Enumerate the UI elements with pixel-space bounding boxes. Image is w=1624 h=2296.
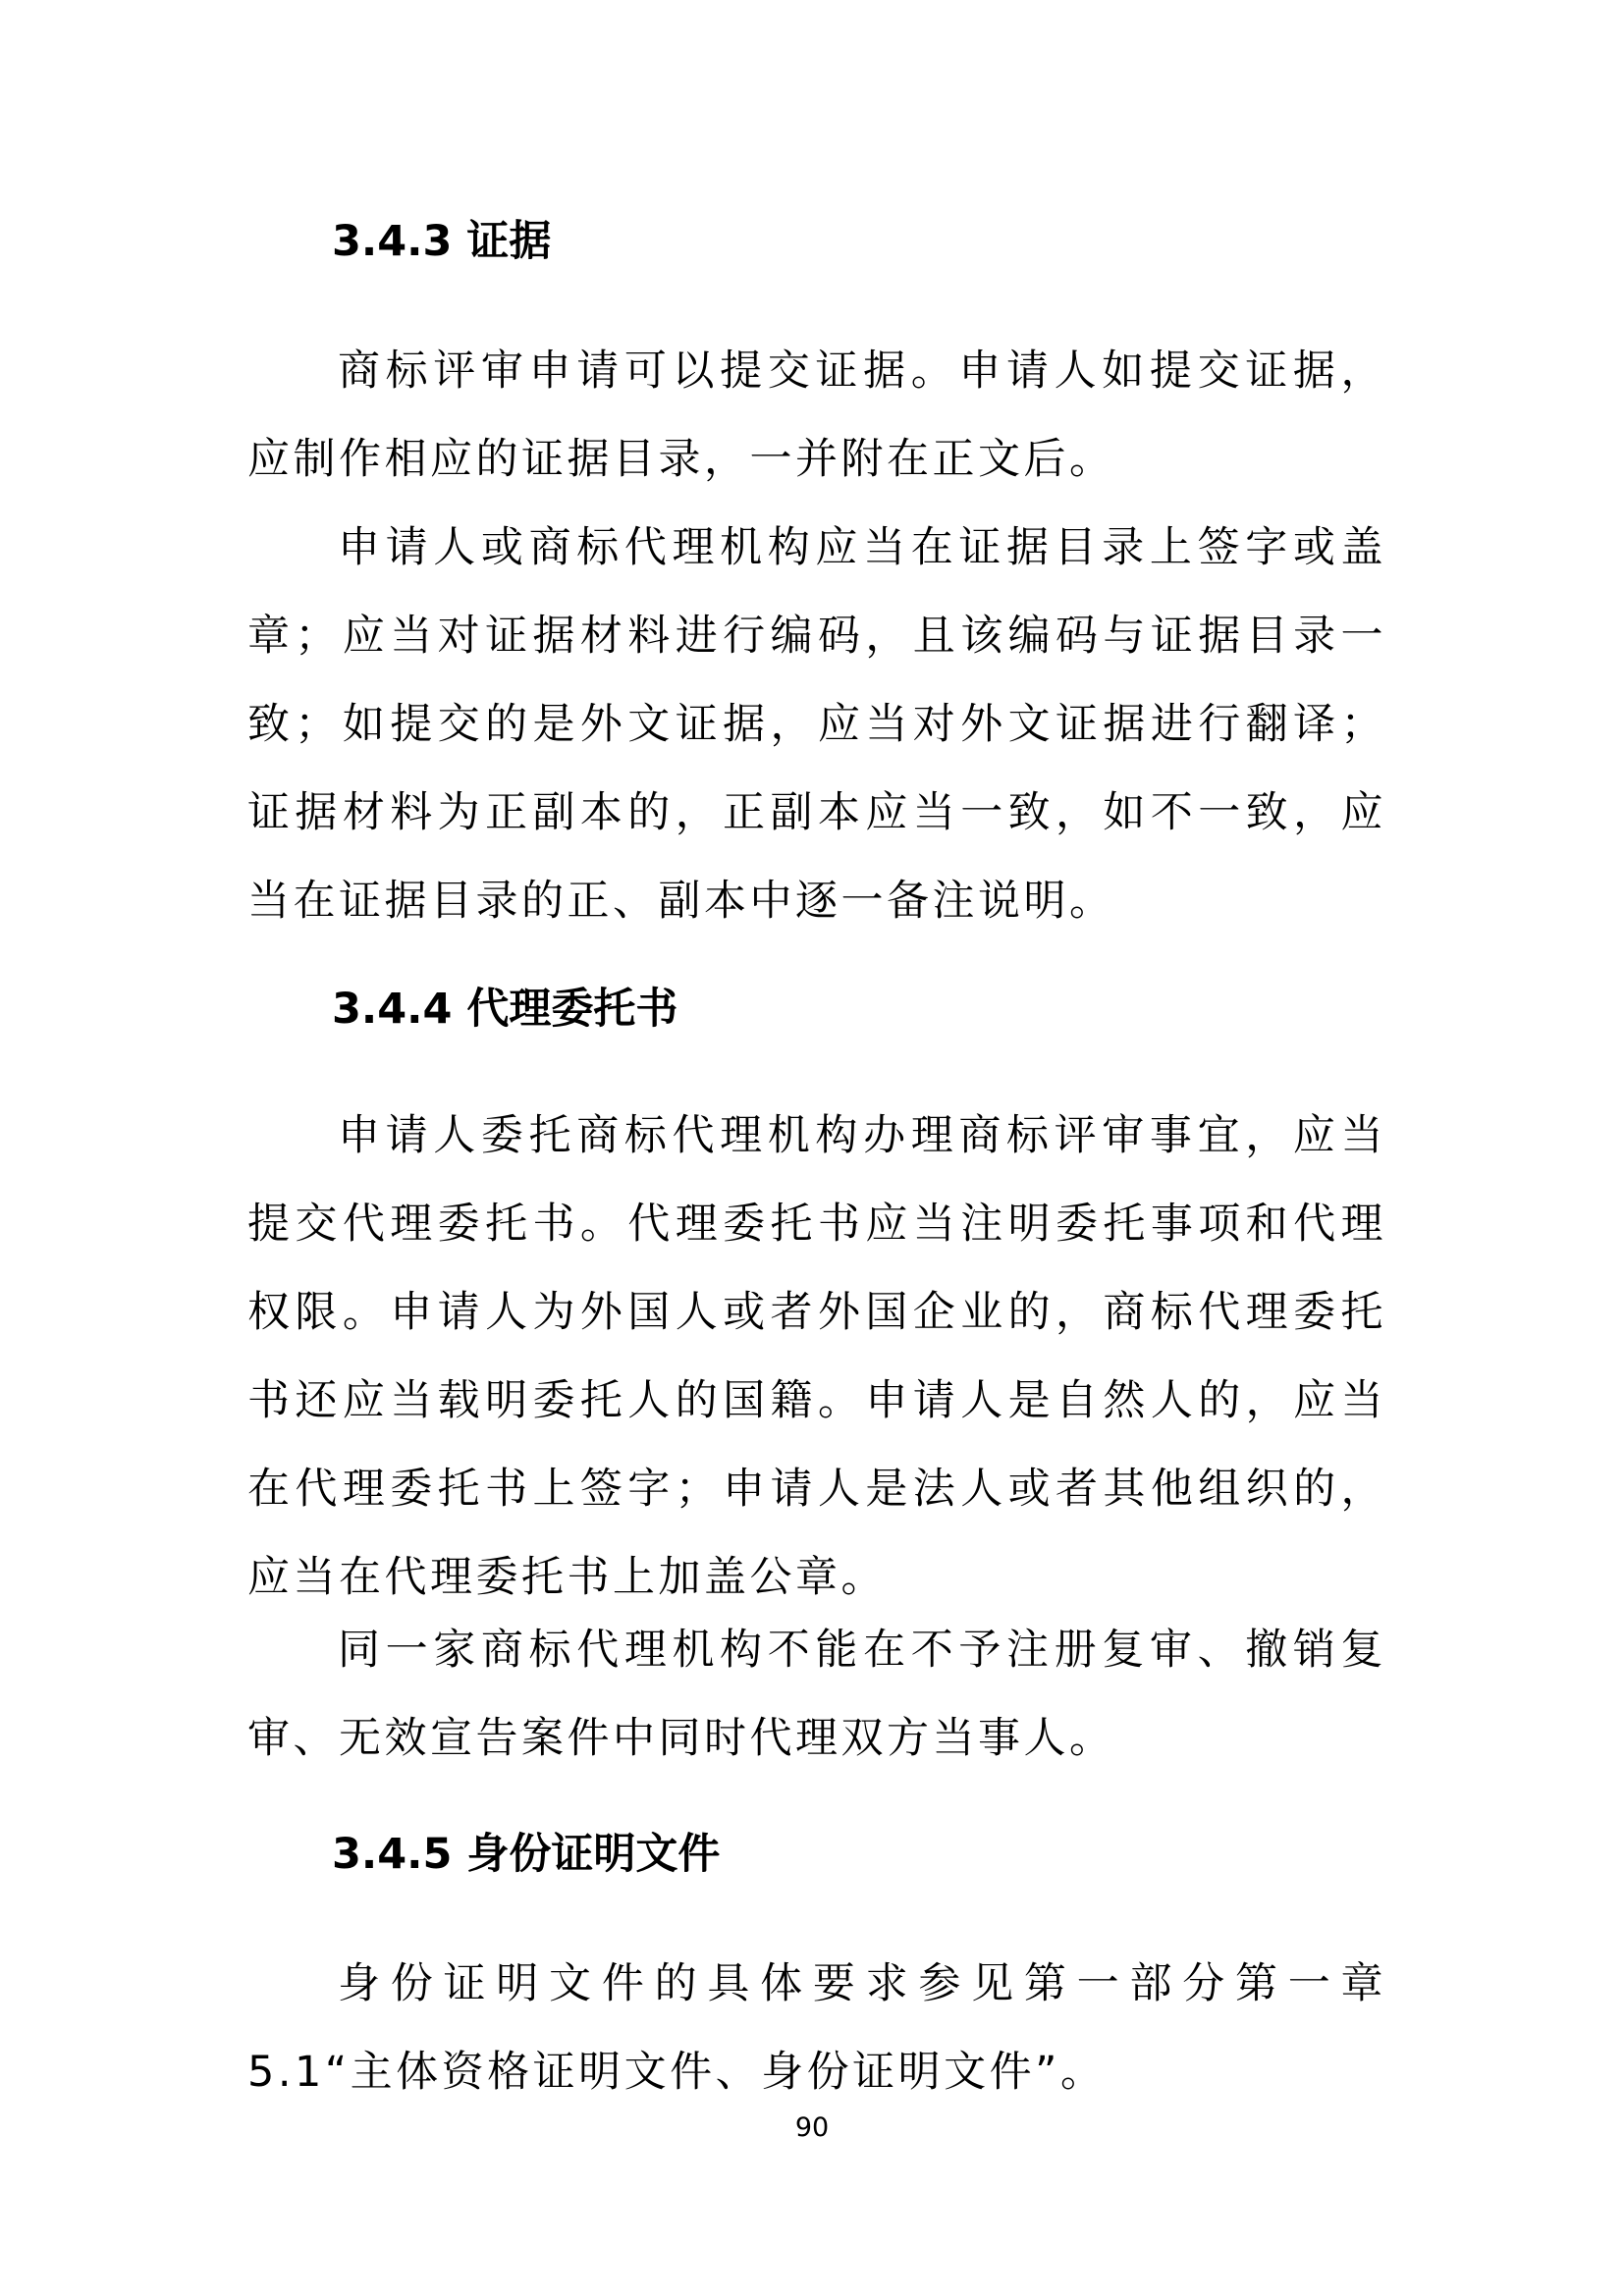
paragraph-evidence-requirements: 申请人或商标代理机构应当在证据目录上签字或盖章；应当对证据材料进行编码，且该编码与证据目录一致；如提交的是外文证据，应当对外文证据进行翻译；证据材料为正副本的，正副本应当一致，如不一致，应当在证据目录的正、副本中逐一备注说明。 — [247, 523, 1386, 926]
section-heading-3-4-3: 3.4.3 证据 — [332, 217, 552, 266]
page-number: 90 — [794, 2112, 830, 2143]
paragraph-agency-conflict: 同一家商标代理机构不能在不予注册复审、撤销复审、无效宣告案件中同时代理双方当事人。 — [247, 1626, 1386, 1763]
paragraph-evidence-submission: 商标评审申请可以提交证据。申请人如提交证据，应制作相应的证据目录，一并附在正文后。 — [247, 347, 1386, 484]
paragraph-power-of-attorney: 申请人委托商标代理机构办理商标评审事宜，应当提交代理委托书。代理委托书应当注明委托事项和代理权限。申请人为外国人或者外国企业的，商标代理委托书还应当载明委托人的国籍。申请人是自然人的，应当在代理委托书上签字；申请人是法人或者其他组织的，应当在代理委托书上加盖公章。 — [247, 1111, 1386, 1602]
section-heading-3-4-4: 3.4.4 代理委托书 — [332, 985, 678, 1034]
section-heading-3-4-5: 3.4.5 身份证明文件 — [332, 1830, 721, 1879]
paragraph-identity-documents: 身份证明文件的具体要求参见第一部分第一章5.1“主体资格证明文件、身份证明文件”。 — [247, 1959, 1386, 2097]
